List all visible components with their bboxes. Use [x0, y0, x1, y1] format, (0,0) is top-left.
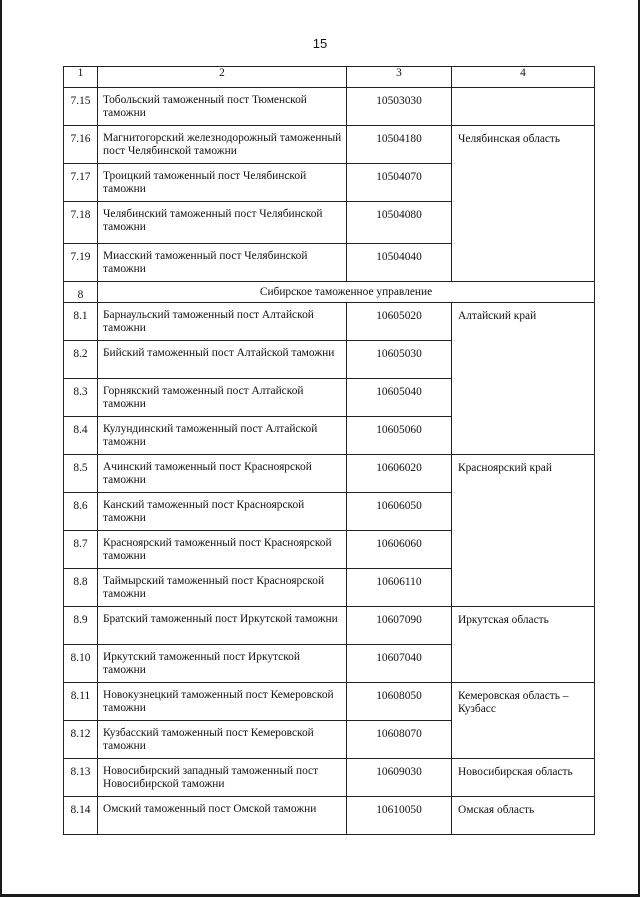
post-name: Таймырский таможенный пост Красноярской таможни	[98, 569, 347, 607]
post-code: 10608050	[347, 683, 452, 721]
post-name: Ачинский таможенный пост Красноярской таможни	[98, 455, 347, 493]
post-code: 10608070	[347, 721, 452, 759]
post-name: Кулундинский таможенный пост Алтайской таможни	[98, 417, 347, 455]
post-name: Челябинский таможенный пост Челябинской таможни	[98, 202, 347, 244]
row-number: 7.19	[64, 244, 98, 282]
row-number: 8.2	[64, 341, 98, 379]
row-number: 8.1	[64, 303, 98, 341]
region-cell: Алтайский край	[452, 303, 595, 455]
post-name: Магнитогорский железнодорожный таможенный пост Челябинской таможни	[98, 126, 347, 164]
post-name: Кузбасский таможенный пост Кемеровской таможни	[98, 721, 347, 759]
post-code: 10607040	[347, 645, 452, 683]
table-row	[64, 126, 595, 164]
post-name: Братский таможенный пост Иркутской таможни	[98, 607, 347, 645]
post-code: 10606020	[347, 455, 452, 493]
region-cell	[452, 88, 595, 126]
post-code: 10605020	[347, 303, 452, 341]
post-name: Бийский таможенный пост Алтайской таможни	[98, 341, 347, 379]
table-row	[64, 683, 595, 721]
post-code: 10503030	[347, 88, 452, 126]
table-row	[64, 759, 595, 797]
post-code: 10504080	[347, 202, 452, 244]
post-name: Миасский таможенный пост Челябинской таможни	[98, 244, 347, 282]
row-number: 8	[64, 282, 98, 303]
post-name: Новосибирский западный таможенный пост Новосибирской таможни	[98, 759, 347, 797]
table-row	[64, 797, 595, 835]
table-row	[64, 303, 595, 341]
region-cell: Омская область	[452, 797, 595, 835]
post-code: 10610050	[347, 797, 452, 835]
header-cell: 1	[64, 67, 98, 88]
post-code: 10605060	[347, 417, 452, 455]
region-cell: Иркутская область	[452, 607, 595, 683]
header-cell: 3	[347, 67, 452, 88]
row-number: 8.7	[64, 531, 98, 569]
post-code: 10504180	[347, 126, 452, 164]
header-cell: 4	[452, 67, 595, 88]
row-number: 8.13	[64, 759, 98, 797]
row-number: 7.15	[64, 88, 98, 126]
post-code: 10504040	[347, 244, 452, 282]
post-code: 10609030	[347, 759, 452, 797]
table-header-row	[64, 67, 595, 88]
scan-edge-left	[0, 0, 2, 897]
region-cell: Челябинская область	[452, 126, 595, 282]
row-number: 8.14	[64, 797, 98, 835]
row-number: 7.16	[64, 126, 98, 164]
row-number: 8.9	[64, 607, 98, 645]
post-name: Красноярский таможенный пост Красноярской таможни	[98, 531, 347, 569]
row-number: 8.8	[64, 569, 98, 607]
post-code: 10606110	[347, 569, 452, 607]
post-name: Барнаульский таможенный пост Алтайской таможни	[98, 303, 347, 341]
row-number: 8.12	[64, 721, 98, 759]
section-title: Сибирское таможенное управление	[98, 282, 595, 303]
header-cell: 2	[98, 67, 347, 88]
row-number: 7.17	[64, 164, 98, 202]
section-row	[64, 282, 595, 303]
post-code: 10606050	[347, 493, 452, 531]
row-number: 8.6	[64, 493, 98, 531]
post-name: Иркутский таможенный пост Иркутской таможни	[98, 645, 347, 683]
customs-posts-table	[63, 66, 595, 835]
post-name: Горнякский таможенный пост Алтайской таможни	[98, 379, 347, 417]
table-row	[64, 88, 595, 126]
row-number: 8.10	[64, 645, 98, 683]
post-code: 10504070	[347, 164, 452, 202]
post-code: 10606060	[347, 531, 452, 569]
post-name: Новокузнецкий таможенный пост Кемеровской таможни	[98, 683, 347, 721]
row-number: 7.18	[64, 202, 98, 244]
post-code: 10605030	[347, 341, 452, 379]
table-row	[64, 455, 595, 493]
post-name: Тобольский таможенный пост Тюменской таможни	[98, 88, 347, 126]
page-number: 15	[312, 36, 328, 51]
table-row	[64, 607, 595, 645]
row-number: 8.4	[64, 417, 98, 455]
post-name: Троицкий таможенный пост Челябинской таможни	[98, 164, 347, 202]
row-number: 8.3	[64, 379, 98, 417]
post-name: Омский таможенный пост Омской таможни	[98, 797, 347, 835]
post-code: 10605040	[347, 379, 452, 417]
region-cell: Красноярский край	[452, 455, 595, 607]
row-number: 8.11	[64, 683, 98, 721]
post-name: Канский таможенный пост Красноярской таможни	[98, 493, 347, 531]
region-cell: Новосибирская область	[452, 759, 595, 797]
row-number: 8.5	[64, 455, 98, 493]
post-code: 10607090	[347, 607, 452, 645]
region-cell: Кемеровская область – Кузбасс	[452, 683, 595, 759]
